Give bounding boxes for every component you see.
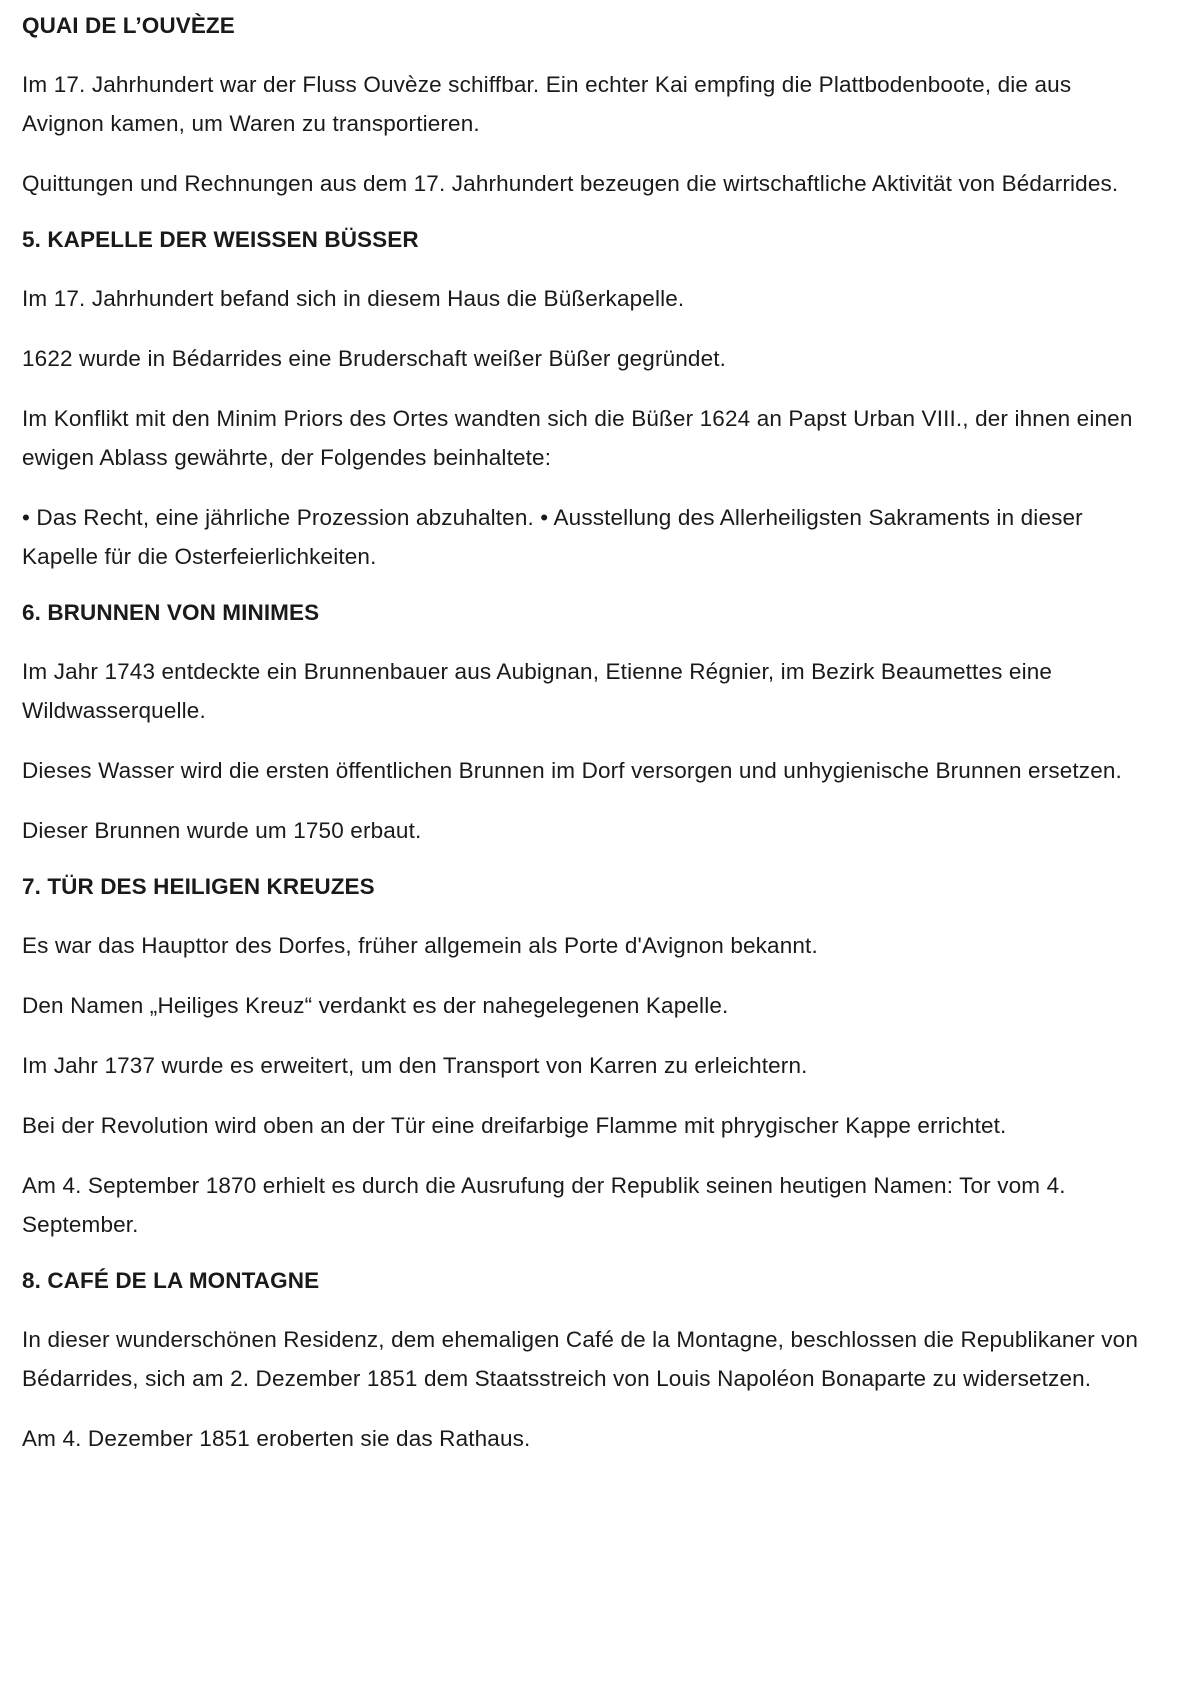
paragraph: Bei der Revolution wird oben an der Tür eine dreifarbige Flamme mit phrygischer Kappe errichtet. [22, 1113, 1007, 1138]
section-heading: QUAI DE L’OUVÈZE [22, 13, 235, 38]
paragraph: 1622 wurde in Bédarrides eine Bruderschaft weißer Büßer gegründet. [22, 346, 727, 371]
section-heading: 7. TÜR DES HEILIGEN KREUZES [22, 874, 375, 899]
section-quai-de-louveze [22, 10, 1140, 224]
paragraph: In dieser wunderschönen Residenz, dem ehemaligen Café de la Montagne, beschlossen die Republikaner von Bédarrides, sich am 2. Dezember 1851 dem Staatsstreich von Louis Napoléon Bonaparte zu widersetzen. [22, 1327, 1138, 1391]
section-brunnen-von-minimes [22, 597, 1140, 871]
paragraph: Im Konflikt mit den Minim Priors des Ortes wandten sich die Büßer 1624 an Papst Urban VIII., der ihnen einen ewigen Ablass gewährte, der Folgendes beinhaltete: [22, 406, 1133, 470]
section-cafe-de-la-montagne [22, 1265, 1140, 1458]
paragraph: Am 4. Dezember 1851 eroberten sie das Rathaus. [22, 1426, 531, 1451]
bullet-paragraph: • Das Recht, eine jährliche Prozession abzuhalten. • Ausstellung des Allerheiligsten Sakraments in dieser Kapelle für die Osterfeierlichkeiten. [22, 505, 1083, 569]
section-heading: 8. CAFÉ DE LA MONTAGNE [22, 1268, 320, 1293]
paragraph: Dieses Wasser wird die ersten öffentlichen Brunnen im Dorf versorgen und unhygienische Brunnen ersetzen. [22, 758, 1122, 783]
paragraph: Im 17. Jahrhundert befand sich in diesem Haus die Büßerkapelle. [22, 286, 685, 311]
paragraph: Am 4. September 1870 erhielt es durch die Ausrufung der Republik seinen heutigen Namen: Tor vom 4. September. [22, 1173, 1066, 1237]
paragraph: Quittungen und Rechnungen aus dem 17. Jahrhundert bezeugen die wirtschaftliche Aktivität von Bédarrides. [22, 171, 1119, 196]
paragraph: Im Jahr 1743 entdeckte ein Brunnenbauer aus Aubignan, Etienne Régnier, im Bezirk Beaumettes eine Wildwasserquelle. [22, 659, 1053, 723]
paragraph: Im Jahr 1737 wurde es erweitert, um den Transport von Karren zu erleichtern. [22, 1053, 808, 1078]
paragraph: Im 17. Jahrhundert war der Fluss Ouvèze schiffbar. Ein echter Kai empfing die Plattbodenboote, die aus Avignon kamen, um Waren zu transportieren. [22, 72, 1072, 136]
section-heading: 5. KAPELLE DER WEISSEN BÜSSER [22, 227, 419, 252]
section-tuer-des-heiligen-kreuzes [22, 871, 1140, 1265]
paragraph: Es war das Haupttor des Dorfes, früher allgemein als Porte d'Avignon bekannt. [22, 933, 818, 958]
section-kapelle-der-weissen-buesser [22, 224, 1140, 597]
paragraph: Den Namen „Heiliges Kreuz“ verdankt es der nahegelegenen Kapelle. [22, 993, 729, 1018]
paragraph: Dieser Brunnen wurde um 1750 erbaut. [22, 818, 422, 843]
section-heading: 6. BRUNNEN VON MINIMES [22, 600, 320, 625]
